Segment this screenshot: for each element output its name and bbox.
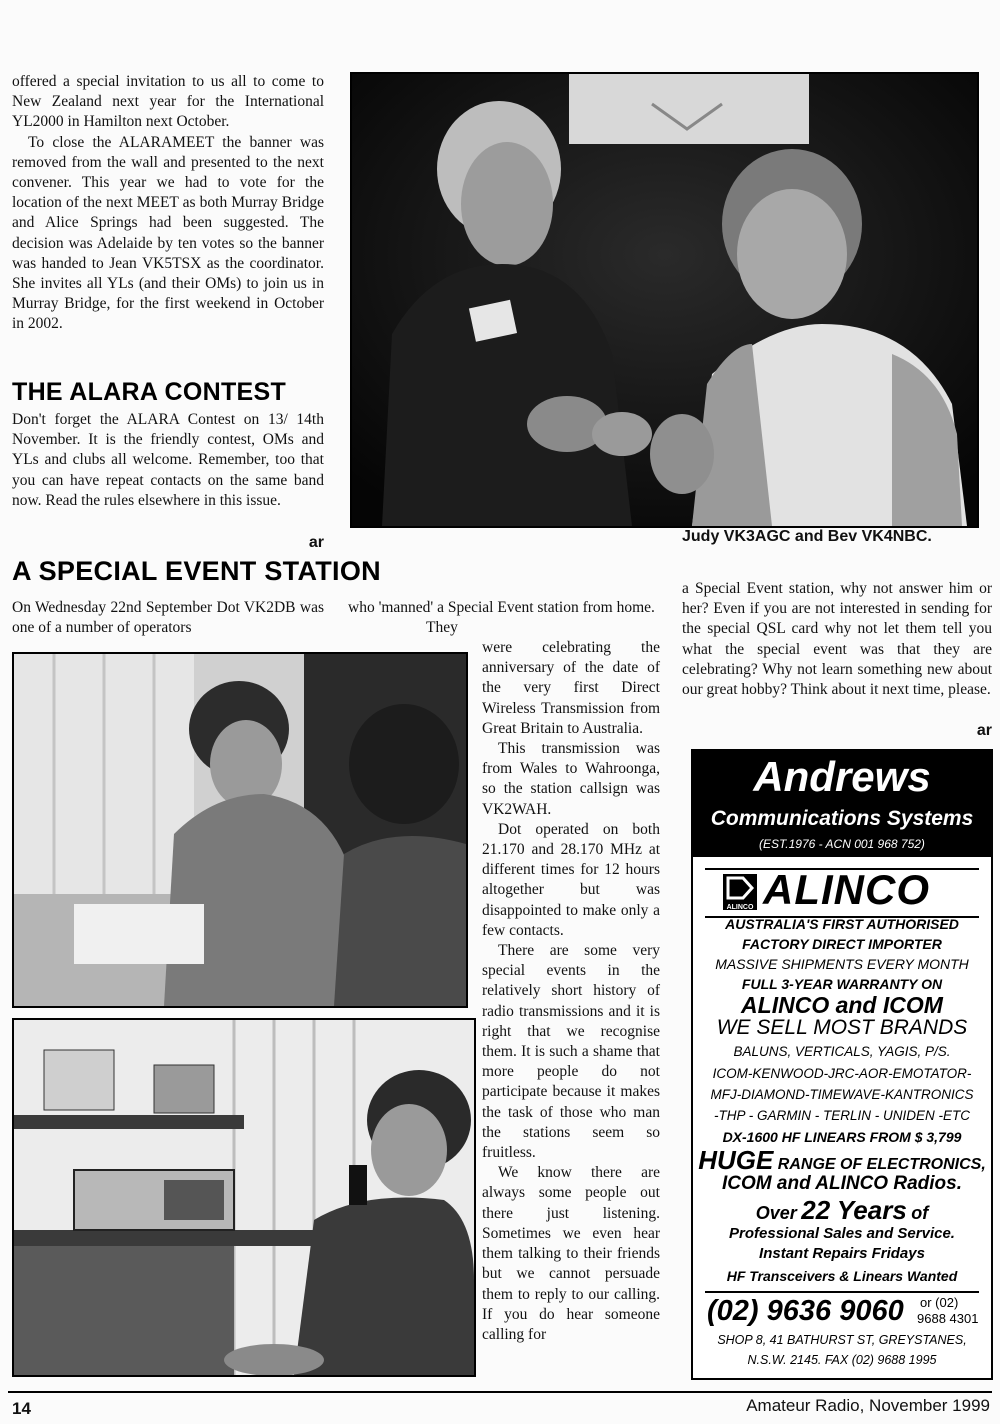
special-col2-p1: were celebrating the anniversary of the date of the very first Direct Wireless Transmission from Great Britain to Australia. <box>482 639 660 737</box>
special-col3 <box>682 579 992 700</box>
alinco-brand: ALINCO <box>763 866 930 913</box>
special-col2-top-text: who 'manned' a Special Event station from home. <box>348 599 655 616</box>
contest-heading: THE ALARA CONTEST <box>12 378 287 406</box>
ad-line-6: WE SELL MOST BRANDS <box>716 1016 968 1039</box>
ad-instant: Instant Repairs Fridays <box>759 1245 925 1262</box>
ad-line-7: BALUNS, VERTICALS, YAGIS, P/S. <box>733 1044 951 1059</box>
special-col1-text: On Wednesday 22nd September Dot VK2DB was one of a number of operators <box>12 599 324 637</box>
ad-line-9: MFJ-DIAMOND-TIMEWAVE-KANTRONICS <box>710 1087 974 1102</box>
ad-icom-line: ICOM and ALINCO Radios. <box>722 1173 962 1194</box>
special-col3-text: a Special Event station, why not answer him or her? Even if you are not interested in sending for the special QSL card why not let them tell you what the special event was that they are celebrating? Why not learn something new about our great hobby? Think about it next time, please. <box>682 580 992 699</box>
photo-image <box>14 1020 474 1375</box>
special-col2-p4: There are some very special events in the relatively short history of radio transmissions and it is right that we recognise them. It is such a shame that more people do not participate because it makes the task of those who man the stations seem so fruitless. <box>482 942 660 1162</box>
ad-line-10: -THP - GARMIN - TERLIN - UNIDEN -ETC <box>714 1108 970 1123</box>
photo-caption: Judy VK3AGC and Bev VK4NBC. <box>682 528 932 545</box>
alinco-logo <box>705 868 979 918</box>
ad-prof: Professional Sales and Service. <box>729 1225 955 1242</box>
page-number: 14 <box>12 1399 31 1418</box>
ad-line-8: ICOM-KENWOOD-JRC-AOR-EMOTATOR- <box>712 1066 972 1081</box>
special-col2-p5: We know there are always some people out there just listening. Sometimes we even hear them talking to their friends but we cannot persuade them to reply to our calling. If you do hear someone calling for <box>482 1164 660 1343</box>
ad-line-11: DX-1600 HF LINEARS FROM $ 3,799 <box>722 1129 962 1145</box>
ad-header <box>693 751 991 857</box>
ad-address-2: N.S.W. 2145. FAX (02) 9688 1995 <box>747 1353 937 1367</box>
ad-years-line <box>693 1195 991 1226</box>
alinco-logo-small-text: ALINCO <box>726 904 754 911</box>
ad-phone-alt: 9688 4301 <box>917 1311 979 1326</box>
special-col2-top <box>348 598 660 618</box>
ad-huge-word: HUGE <box>698 1145 774 1175</box>
ad-huge-rest: RANGE OF ELECTRONICS, <box>777 1156 986 1173</box>
ad-line-3: MASSIVE SHIPMENTS EVERY MONTH <box>715 956 969 972</box>
ad-phone-or: or (02) <box>920 1295 959 1310</box>
ad-huge-line <box>693 1145 991 1176</box>
publication-footer: Amateur Radio, November 1999 <box>746 1396 990 1415</box>
special-col2-p3: Dot operated on both 21.170 and 28.170 MHz at different times for 12 hours altogether but was disappointed to make only a few contacts. <box>482 820 660 939</box>
ad-company-name: Andrews <box>753 753 931 800</box>
photo-image <box>14 654 466 1006</box>
photo-station-equipment <box>12 1018 476 1377</box>
special-col1 <box>12 598 324 638</box>
ad-line-2: FACTORY DIRECT IMPORTER <box>742 936 942 952</box>
special-end-mark: ar <box>976 722 992 739</box>
contest-body <box>12 410 324 511</box>
intro-paragraph-1: offered a special invitation to us all to come to New Zealand next year for the International YL2000 in Hamilton next October. <box>12 73 324 131</box>
contest-paragraph: Don't forget the ALARA Contest on 13/ 14th November. It is the friendly contest, OMs and YLs and clubs all welcome. Remember, too that you can have repeat contacts on the same band now. Read the rules elsewhere in this issue. <box>12 411 324 509</box>
ad-phone-block <box>705 1291 979 1331</box>
ad-years: 22 Years <box>801 1195 907 1225</box>
intro-column <box>12 72 324 335</box>
ad-phone: (02) 9636 9060 <box>707 1295 904 1327</box>
ad-address-1: SHOP 8, 41 BATHURST ST, GREYSTANES, <box>717 1333 967 1347</box>
ad-of: of <box>911 1203 929 1223</box>
alinco-mark-icon <box>723 874 757 902</box>
alinco-logo-icon <box>723 874 757 910</box>
special-event-heading: A SPECIAL EVENT STATION <box>12 556 381 586</box>
ad-hf: HF Transceivers & Linears Wanted <box>726 1268 958 1284</box>
special-col2-p2: This transmission was from Wales to Wahroonga, so the station callsign was VK2WAH. <box>482 740 660 818</box>
ad-line-5: ALINCO and ICOM <box>741 992 943 1018</box>
ad-line-1: AUSTRALIA'S FIRST AUTHORISED <box>725 916 959 932</box>
photo-judy-and-bev <box>350 72 979 528</box>
ad-company-subtitle: Communications Systems <box>710 807 974 830</box>
ad-line-4: FULL 3-YEAR WARRANTY ON <box>741 976 943 992</box>
special-col2-they: They <box>426 619 458 636</box>
contest-end-mark: ar <box>308 534 324 551</box>
ad-est: (EST.1976 - ACN 001 968 752) <box>759 837 925 851</box>
intro-paragraph-2: To close the ALARAMEET the banner was removed from the wall and presented to the next convener. This year we had to vote for the location of the next MEET as both Murray Bridge and Alice Springs had been suggested. The decision was Adelaide by ten votes so the banner was handed to Jean VK5TSX as the coordinator. She invites all YLs (and their OMs) to join us in Murray Bridge, for the first weekend in October in 2002. <box>12 133 324 333</box>
footer-rule <box>8 1391 992 1393</box>
andrews-advertisement <box>691 749 993 1380</box>
photo-image <box>352 74 977 526</box>
special-col2 <box>482 638 660 1345</box>
photo-dot-operating <box>12 652 468 1008</box>
ad-over: Over <box>755 1203 797 1223</box>
